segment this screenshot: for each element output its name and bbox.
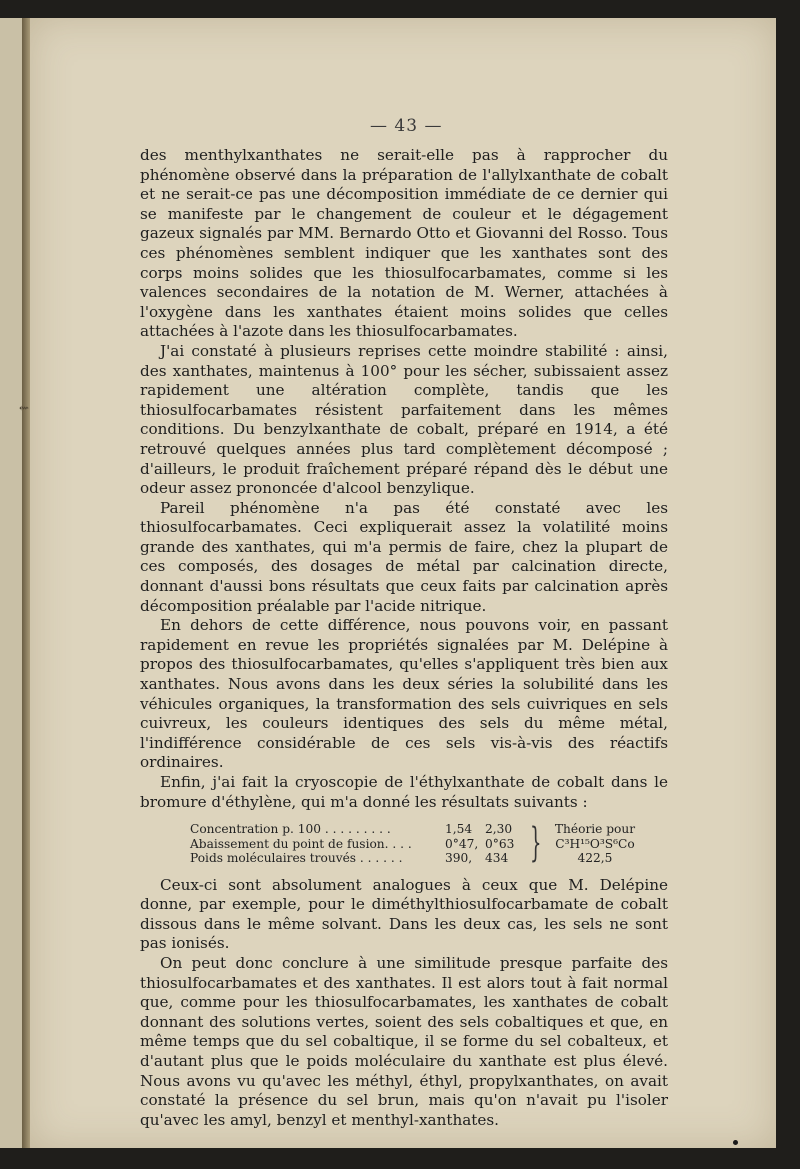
value-2: 0°63 [485, 836, 515, 851]
paragraph-3: Pareil phénomène n'a pas été constaté avec les thiosulfocarbamates. Ceci expliquerait assez la volatilité moins grande des xanthates, qui m'a permis de faire, chez la plupart de ces composés, des dosages de métal par calcination directe, donnant d'aussi bons résultats que ceux faits par calcination après décomposition préalable par l'acide nitrique. [140, 498, 668, 615]
row-label: Poids moléculaires trouvés . . . . . . [190, 851, 403, 866]
paragraph-2: J'ai constaté à plusieurs reprises cette moindre stabilité : ainsi, des xanthates, maintenus à 100° pour les sécher, subissaient assez rapidement une altération complète, tandis que les thiosulfocarbamates résistent parfaitement dans les mêmes conditions. Du benzylxanthate de cobalt, préparé en 1914, a été retrouvé quelques années plus tard complètement décomposé ; d'ailleurs, le produit fraîchement préparé répand dès le début une odeur assez prononcée d'alcool benzylique. [140, 341, 668, 498]
table-row [190, 837, 660, 852]
paragraph-5: Enfin, j'ai fait la cryoscopie de l'éthylxanthate de cobalt dans le bromure d'éthylène, qui m'a donné les résultats suivants : [140, 773, 668, 811]
page-number: — 43 — [370, 116, 443, 136]
brace-icon: } [529, 820, 542, 867]
body-text [140, 146, 668, 1130]
ink-dot [733, 1140, 738, 1145]
margin-mark-icon: ⇜ [19, 401, 30, 415]
value-2: 2,30 [485, 822, 513, 837]
facing-page-edge [0, 18, 22, 1148]
row-label: Concentration p. 100 . . . . . . . . . [190, 822, 391, 837]
value-1: 390, [445, 851, 473, 866]
table-row [190, 822, 660, 837]
row-label: Abaissement du point de fusion. . . . [190, 836, 412, 851]
value-1: 1,54 [445, 822, 473, 837]
theory-cell: 422,5 [577, 851, 613, 866]
paragraph-1: des menthylxanthates ne serait-elle pas à rapprocher du phénomène observé dans la préparation de l'allylxanthate de cobalt et ne serait-ce pas une décomposition immédiate de ce dernier qui se manifeste par le changement de couleur et le dégagement gazeux signalés par MM. Bernardo Otto et Giovanni del Rosso. Tous ces phénomènes semblent indiquer que les xanthates sont des corps moins solides que les thiosulfocarbamates, comme si les valences secondaires de la notation de M. Werner, attachées à l'oxygène dans les xanthates étaient moins solides que celles attachées à l'azote dans les thiosulfocarbamates. [140, 146, 668, 341]
cryoscopy-results-table [190, 822, 660, 866]
book-spine [22, 18, 30, 1148]
value-1: 0°47, [445, 836, 479, 851]
paragraph-4: En dehors de cette différence, nous pouvons voir, en passant rapidement en revue les propriétés signalées par M. Delépine à propos des thiosulfocarbamates, qu'elles s'appliquent très bien aux xanthates. Nous avons dans les deux séries la solubilité dans les véhicules organiques, la transformation des sels cuivriques en sels cuivreux, les couleurs identiques des sels du même métal, l'indifférence considérable de ces sels vis-à-vis des réactifs ordinaires. [140, 616, 668, 772]
theory-cell: Théorie pour [554, 822, 636, 837]
book-page [30, 18, 776, 1148]
paragraph-7: On peut donc conclure à une similitude presque parfaite des thiosulfocarbamates et des xanthates. Il est alors tout à fait normal que, comme pour les thiosulfocarbamates, les xanthates de cobalt donnant des solutions vertes, soient des sels cobaltiques et que, en même temps que du sel cobaltique, il se forme du sel cobalteux, et d'autant plus que le poids moléculaire du xanthate est plus élevé. Nous avons vu qu'avec les méthyl, éthyl, propylxanthates, on avait constaté la présence du sel brun, mais qu'on n'avait pu l'isoler qu'avec les amyl, benzyl et menthyl-xanthates. [140, 954, 668, 1129]
value-2: 434 [485, 851, 509, 866]
paragraph-6: Ceux-ci sont absolument analogues à ceux que M. Delépine donne, par exemple, pour le diméthylthiosulfocarbamate de cobalt dissous dans le même solvant. Dans les deux cas, les sels ne sont pas ionisés. [140, 875, 668, 953]
table-row [190, 851, 660, 866]
theory-cell: C³H¹⁵O³S⁶Co [555, 836, 635, 851]
